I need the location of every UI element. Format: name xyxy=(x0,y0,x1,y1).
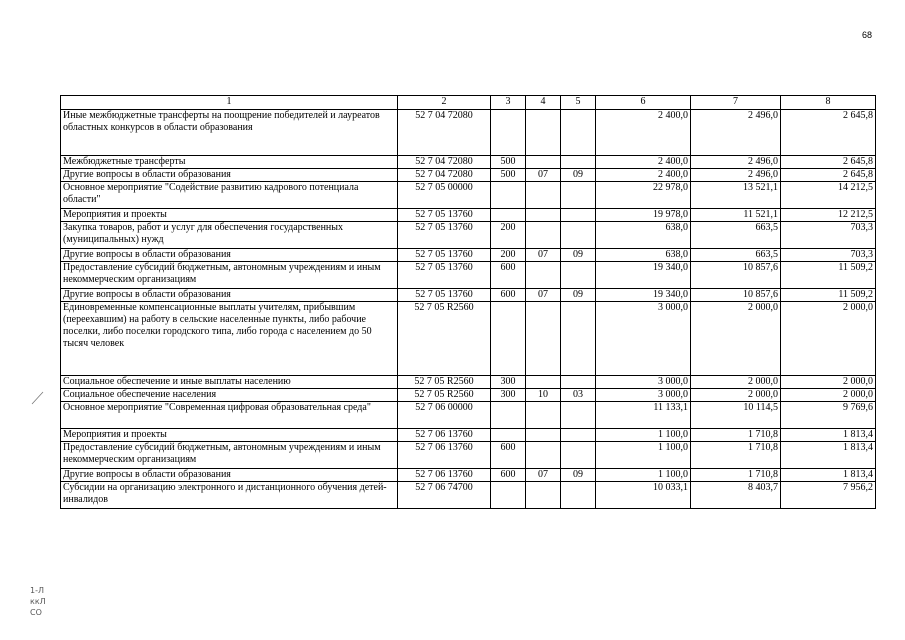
row-subsection-cell xyxy=(561,482,596,509)
header-cell-5: 5 xyxy=(561,96,596,110)
row-expense-type-cell: 200 xyxy=(491,249,526,262)
row-amount-2021-cell: 2 496,0 xyxy=(691,110,781,156)
margin-mark: 1-Л xyxy=(30,586,44,595)
row-expense-type-cell: 200 xyxy=(491,222,526,249)
row-section-cell: 07 xyxy=(526,249,561,262)
row-code-cell: 52 7 06 13760 xyxy=(398,442,491,469)
row-code-cell: 52 7 05 R2560 xyxy=(398,389,491,402)
row-section-cell xyxy=(526,182,561,209)
row-expense-type-cell: 300 xyxy=(491,389,526,402)
row-name-cell: Закупка товаров, работ и услуг для обеспечения государственных (муниципальных) нужд xyxy=(61,222,398,249)
row-expense-type-cell xyxy=(491,110,526,156)
row-amount-2021-cell: 2 496,0 xyxy=(691,156,781,169)
row-code-cell: 52 7 04 72080 xyxy=(398,169,491,182)
row-section-cell xyxy=(526,156,561,169)
row-amount-2020-cell: 3 000,0 xyxy=(596,376,691,389)
row-subsection-cell xyxy=(561,209,596,222)
row-amount-2022-cell: 2 645,8 xyxy=(781,110,876,156)
table-row xyxy=(61,262,876,289)
row-subsection-cell: 09 xyxy=(561,469,596,482)
table-row xyxy=(61,482,876,509)
row-code-cell: 52 7 05 R2560 xyxy=(398,376,491,389)
header-row xyxy=(61,96,876,110)
row-amount-2022-cell: 9 769,6 xyxy=(781,402,876,429)
header-cell-8: 8 xyxy=(781,96,876,110)
row-name-cell: Другие вопросы в области образования xyxy=(61,289,398,302)
row-code-cell: 52 7 04 72080 xyxy=(398,110,491,156)
row-name-cell: Основное мероприятие "Содействие развитию кадрового потенциала области" xyxy=(61,182,398,209)
row-amount-2021-cell: 2 000,0 xyxy=(691,389,781,402)
row-subsection-cell xyxy=(561,222,596,249)
margin-marks xyxy=(30,585,46,618)
row-subsection-cell xyxy=(561,376,596,389)
row-amount-2022-cell: 1 813,4 xyxy=(781,442,876,469)
row-amount-2020-cell: 1 100,0 xyxy=(596,442,691,469)
row-amount-2020-cell: 22 978,0 xyxy=(596,182,691,209)
row-amount-2021-cell: 13 521,1 xyxy=(691,182,781,209)
row-subsection-cell: 03 xyxy=(561,389,596,402)
row-amount-2021-cell: 10 857,6 xyxy=(691,289,781,302)
row-subsection-cell xyxy=(561,182,596,209)
row-subsection-cell xyxy=(561,262,596,289)
row-section-cell: 07 xyxy=(526,169,561,182)
table-row xyxy=(61,389,876,402)
row-subsection-cell xyxy=(561,302,596,376)
row-expense-type-cell xyxy=(491,482,526,509)
table-row xyxy=(61,302,876,376)
header-cell-7: 7 xyxy=(691,96,781,110)
row-amount-2021-cell: 10 857,6 xyxy=(691,262,781,289)
table-row xyxy=(61,169,876,182)
row-subsection-cell xyxy=(561,156,596,169)
row-expense-type-cell: 500 xyxy=(491,169,526,182)
row-name-cell: Социальное обеспечение населения xyxy=(61,389,398,402)
row-amount-2022-cell: 2 000,0 xyxy=(781,389,876,402)
row-code-cell: 52 7 06 00000 xyxy=(398,402,491,429)
header-cell-3: 3 xyxy=(491,96,526,110)
row-code-cell: 52 7 05 13760 xyxy=(398,222,491,249)
row-subsection-cell: 09 xyxy=(561,249,596,262)
row-amount-2022-cell: 12 212,5 xyxy=(781,209,876,222)
row-section-cell xyxy=(526,110,561,156)
row-code-cell: 52 7 06 13760 xyxy=(398,469,491,482)
row-name-cell: Субсидии на организацию электронного и дистанционного обучения детей-инвалидов xyxy=(61,482,398,509)
row-name-cell: Мероприятия и проекты xyxy=(61,209,398,222)
table-row xyxy=(61,249,876,262)
row-section-cell: 07 xyxy=(526,469,561,482)
row-amount-2022-cell: 14 212,5 xyxy=(781,182,876,209)
row-amount-2022-cell: 11 509,2 xyxy=(781,262,876,289)
row-subsection-cell: 09 xyxy=(561,169,596,182)
row-expense-type-cell: 300 xyxy=(491,376,526,389)
row-name-cell: Основное мероприятие "Современная цифровая образовательная среда" xyxy=(61,402,398,429)
row-code-cell: 52 7 05 00000 xyxy=(398,182,491,209)
row-code-cell: 52 7 05 13760 xyxy=(398,209,491,222)
row-name-cell: Единовременные компенсационные выплаты учителям, прибывшим (переехавшим) на работу в сельские населенные пункты, либо рабочие поселки, либо поселки городского типа, либо города с населением до 50 тысяч человек xyxy=(61,302,398,376)
row-amount-2022-cell: 1 813,4 xyxy=(781,429,876,442)
row-amount-2020-cell: 1 100,0 xyxy=(596,429,691,442)
row-amount-2020-cell: 3 000,0 xyxy=(596,389,691,402)
row-amount-2020-cell: 638,0 xyxy=(596,249,691,262)
scan-slash-mark xyxy=(30,390,46,406)
row-amount-2020-cell: 2 400,0 xyxy=(596,169,691,182)
row-name-cell: Предоставление субсидий бюджетным, автономным учреждениям и иным некоммерческим организациям xyxy=(61,262,398,289)
row-section-cell xyxy=(526,222,561,249)
row-section-cell xyxy=(526,209,561,222)
row-amount-2021-cell: 1 710,8 xyxy=(691,429,781,442)
header-cell-1: 1 xyxy=(61,96,398,110)
margin-mark: ккЛ xyxy=(30,597,46,606)
row-amount-2020-cell: 3 000,0 xyxy=(596,302,691,376)
table-row xyxy=(61,156,876,169)
table-row xyxy=(61,209,876,222)
table-row xyxy=(61,110,876,156)
row-amount-2021-cell: 10 114,5 xyxy=(691,402,781,429)
row-code-cell: 52 7 05 R2560 xyxy=(398,302,491,376)
row-expense-type-cell: 600 xyxy=(491,469,526,482)
row-expense-type-cell: 600 xyxy=(491,262,526,289)
header-cell-4: 4 xyxy=(526,96,561,110)
row-amount-2020-cell: 19 978,0 xyxy=(596,209,691,222)
row-amount-2020-cell: 11 133,1 xyxy=(596,402,691,429)
table-row xyxy=(61,182,876,209)
row-subsection-cell: 09 xyxy=(561,289,596,302)
row-expense-type-cell: 600 xyxy=(491,289,526,302)
header-cell-2: 2 xyxy=(398,96,491,110)
row-amount-2020-cell: 1 100,0 xyxy=(596,469,691,482)
row-name-cell: Другие вопросы в области образования xyxy=(61,169,398,182)
row-name-cell: Иные межбюджетные трансферты на поощрение победителей и лауреатов областных конкурсов в области образования xyxy=(61,110,398,156)
table-row xyxy=(61,429,876,442)
header-cell-6: 6 xyxy=(596,96,691,110)
table-row xyxy=(61,222,876,249)
row-amount-2020-cell: 638,0 xyxy=(596,222,691,249)
row-amount-2021-cell: 663,5 xyxy=(691,249,781,262)
row-section-cell: 07 xyxy=(526,289,561,302)
row-name-cell: Мероприятия и проекты xyxy=(61,429,398,442)
table-row xyxy=(61,469,876,482)
row-amount-2022-cell: 1 813,4 xyxy=(781,469,876,482)
row-amount-2022-cell: 703,3 xyxy=(781,222,876,249)
row-amount-2020-cell: 19 340,0 xyxy=(596,262,691,289)
table-row xyxy=(61,289,876,302)
row-section-cell xyxy=(526,402,561,429)
row-code-cell: 52 7 04 72080 xyxy=(398,156,491,169)
row-amount-2021-cell: 11 521,1 xyxy=(691,209,781,222)
table-row xyxy=(61,376,876,389)
row-name-cell: Межбюджетные трансферты xyxy=(61,156,398,169)
row-code-cell: 52 7 05 13760 xyxy=(398,249,491,262)
row-amount-2020-cell: 2 400,0 xyxy=(596,110,691,156)
row-code-cell: 52 7 05 13760 xyxy=(398,262,491,289)
page-number: 68 xyxy=(862,30,873,40)
row-subsection-cell xyxy=(561,110,596,156)
table-row xyxy=(61,402,876,429)
row-code-cell: 52 7 06 13760 xyxy=(398,429,491,442)
row-section-cell xyxy=(526,429,561,442)
row-section-cell xyxy=(526,482,561,509)
row-amount-2020-cell: 19 340,0 xyxy=(596,289,691,302)
row-amount-2022-cell: 2 000,0 xyxy=(781,376,876,389)
row-amount-2021-cell: 2 000,0 xyxy=(691,376,781,389)
row-subsection-cell xyxy=(561,442,596,469)
row-section-cell: 10 xyxy=(526,389,561,402)
row-code-cell: 52 7 06 74700 xyxy=(398,482,491,509)
row-expense-type-cell: 500 xyxy=(491,156,526,169)
row-expense-type-cell xyxy=(491,209,526,222)
row-name-cell: Другие вопросы в области образования xyxy=(61,249,398,262)
row-amount-2022-cell: 2 645,8 xyxy=(781,169,876,182)
row-section-cell xyxy=(526,302,561,376)
row-expense-type-cell: 600 xyxy=(491,442,526,469)
row-amount-2021-cell: 2 496,0 xyxy=(691,169,781,182)
row-section-cell xyxy=(526,442,561,469)
row-expense-type-cell xyxy=(491,182,526,209)
row-expense-type-cell xyxy=(491,302,526,376)
row-amount-2021-cell: 8 403,7 xyxy=(691,482,781,509)
row-name-cell: Предоставление субсидий бюджетным, автономным учреждениям и иным некоммерческим организациям xyxy=(61,442,398,469)
row-subsection-cell xyxy=(561,429,596,442)
row-amount-2022-cell: 11 509,2 xyxy=(781,289,876,302)
row-expense-type-cell xyxy=(491,429,526,442)
row-section-cell xyxy=(526,376,561,389)
row-code-cell: 52 7 05 13760 xyxy=(398,289,491,302)
table-row xyxy=(61,442,876,469)
row-amount-2022-cell: 703,3 xyxy=(781,249,876,262)
row-amount-2021-cell: 663,5 xyxy=(691,222,781,249)
row-amount-2021-cell: 1 710,8 xyxy=(691,469,781,482)
margin-mark: СО xyxy=(30,608,42,617)
row-amount-2021-cell: 1 710,8 xyxy=(691,442,781,469)
row-amount-2022-cell: 2 000,0 xyxy=(781,302,876,376)
row-name-cell: Социальное обеспечение и иные выплаты населению xyxy=(61,376,398,389)
budget-table xyxy=(60,95,876,509)
row-amount-2020-cell: 2 400,0 xyxy=(596,156,691,169)
row-subsection-cell xyxy=(561,402,596,429)
row-amount-2020-cell: 10 033,1 xyxy=(596,482,691,509)
row-amount-2022-cell: 2 645,8 xyxy=(781,156,876,169)
row-amount-2022-cell: 7 956,2 xyxy=(781,482,876,509)
row-section-cell xyxy=(526,262,561,289)
row-name-cell: Другие вопросы в области образования xyxy=(61,469,398,482)
table-body xyxy=(61,110,876,509)
row-expense-type-cell xyxy=(491,402,526,429)
row-amount-2021-cell: 2 000,0 xyxy=(691,302,781,376)
